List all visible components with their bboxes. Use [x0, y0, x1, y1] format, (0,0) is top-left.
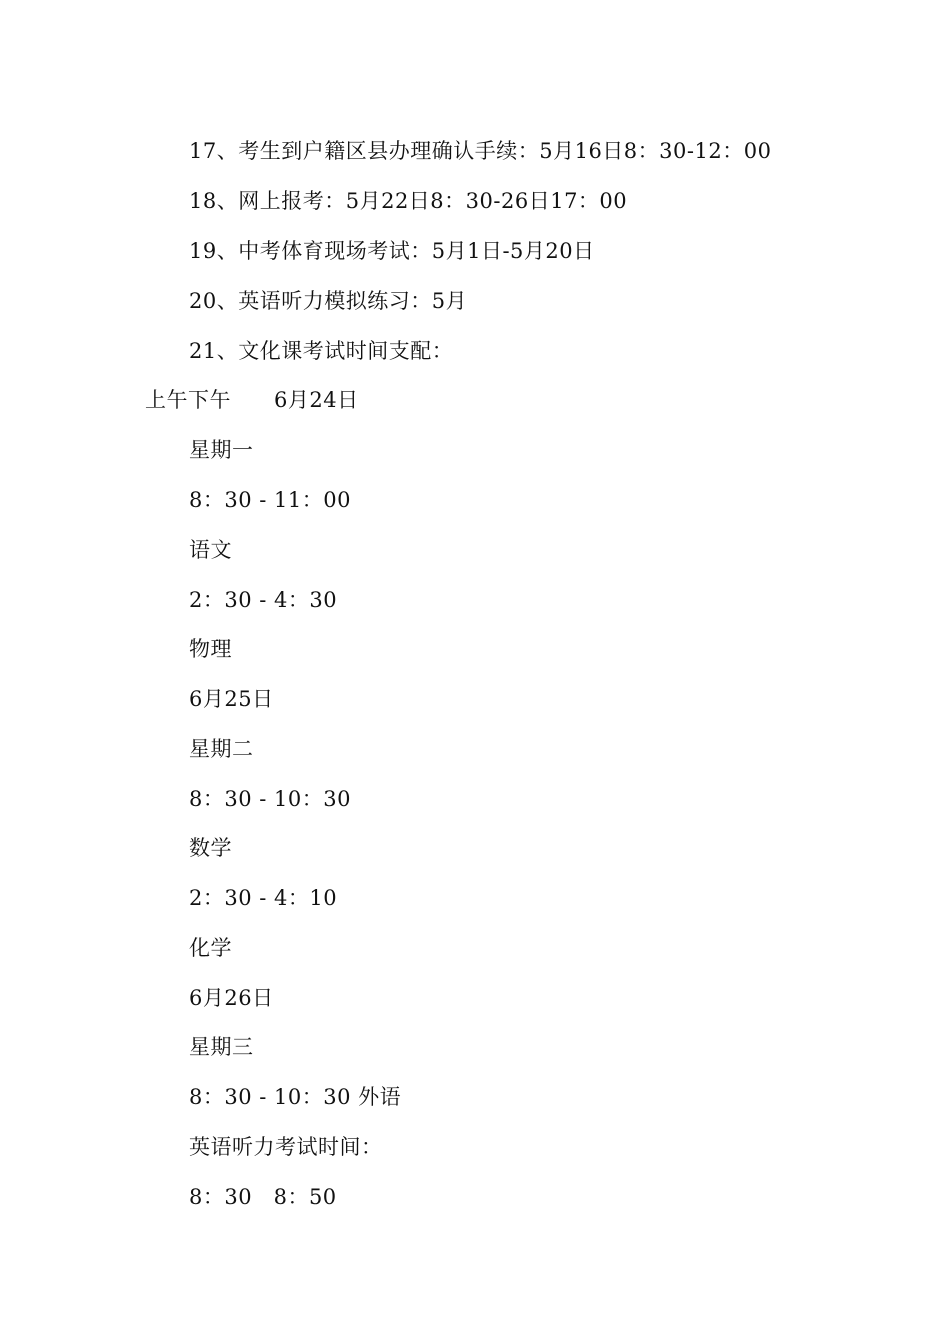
- day1-morning-time: 8：30 - 11：00: [189, 488, 351, 512]
- day2-weekday: 星期二: [189, 737, 254, 761]
- day1-weekday: 星期一: [189, 438, 254, 462]
- listening-time: 8：30 8：50: [189, 1185, 337, 1209]
- item-18: 18、网上报考：5月22日8：30-26日17：00: [189, 189, 628, 213]
- item-20: 20、英语听力模拟练习：5月: [189, 289, 468, 313]
- item-19: 19、中考体育现场考试：5月1日-5月20日: [189, 239, 595, 263]
- day3-morning-time-subject: 8：30 - 10：30 外语: [189, 1085, 402, 1109]
- day1-morning-subject: 语文: [189, 538, 232, 562]
- item-21: 21、文化课考试时间支配：: [189, 339, 454, 363]
- day1-afternoon-subject: 物理: [189, 637, 232, 661]
- day2-date: 6月25日: [189, 687, 274, 711]
- listening-label: 英语听力考试时间：: [189, 1135, 383, 1159]
- day2-morning-time: 8：30 - 10：30: [189, 787, 351, 811]
- day3-date: 6月26日: [189, 986, 274, 1010]
- day2-morning-subject: 数学: [189, 836, 232, 860]
- day3-weekday: 星期三: [189, 1035, 254, 1059]
- day2-afternoon-subject: 化学: [189, 936, 232, 960]
- item-17: 17、考生到户籍区县办理确认手续：5月16日8：30-12：00: [189, 139, 772, 163]
- day1-afternoon-time: 2：30 - 4：30: [189, 588, 338, 612]
- schedule-header: 上午下午 6月24日: [145, 388, 359, 412]
- day2-afternoon-time: 2：30 - 4：10: [189, 886, 338, 910]
